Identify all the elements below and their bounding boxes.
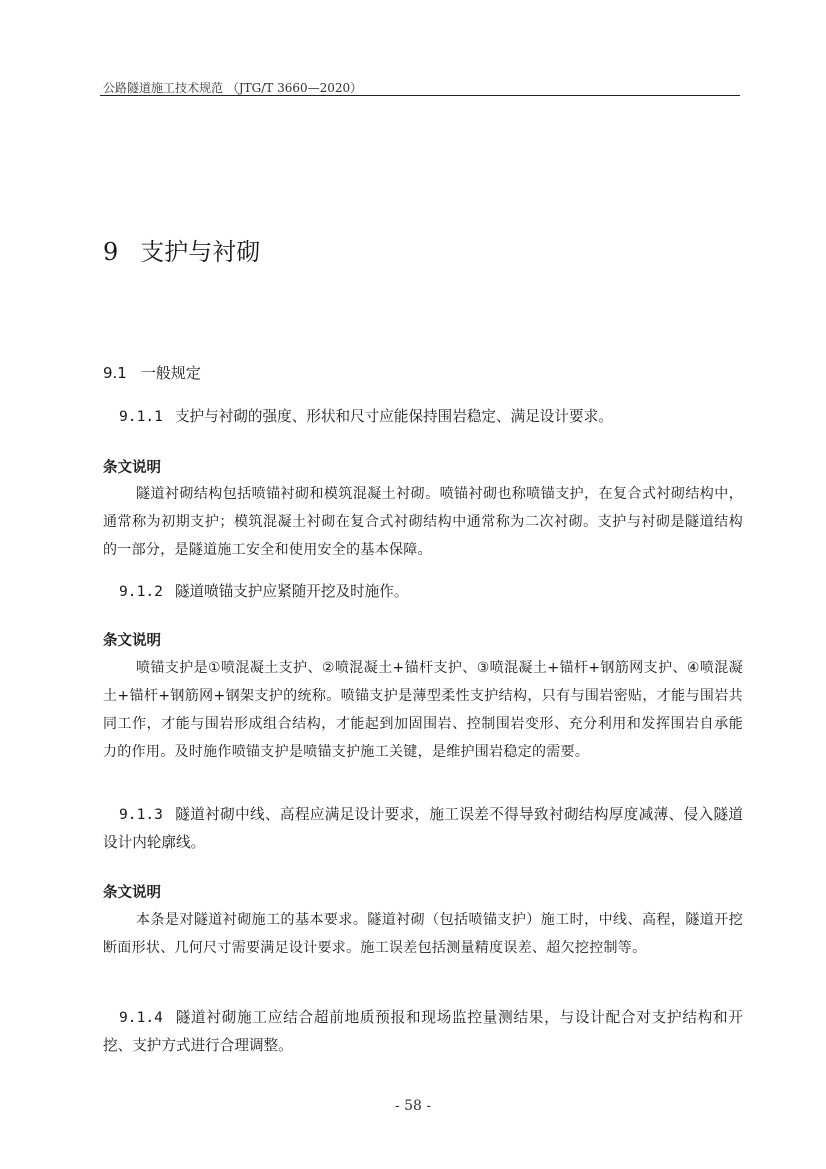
clause-note-text: 隧道衬砌结构包括喷锚衬砌和模筑混凝土衬砌。喷锚衬砌也称喷锚支护，在复合式衬砌结构中，通常称为初期支护；模筑混凝土衬砌在复合式衬砌结构中通常称为二次衬砌。支护与衬砌是隧道结构的一部分，是隧道施工安全和使用安全的基本保障。: [103, 486, 743, 558]
clause-note-title: 条文说明: [103, 885, 161, 901]
clause-note-title: 条文说明: [103, 460, 161, 476]
clause-number: 9.1.2: [119, 583, 163, 600]
chapter-title: [103, 232, 260, 267]
clause-9-1-1: [103, 403, 743, 431]
clause-number: 9.1.4: [119, 1009, 163, 1026]
clause-note-9-1-3: [103, 906, 743, 962]
section-title-text: 一般规定: [140, 364, 201, 382]
clause-note-9-1-2: [103, 654, 743, 766]
clause-text: 隧道衬砌施工应结合超前地质预报和现场监控量测结果，与设计配合对支护结构和开挖、支护方式进行合理调整。: [103, 1009, 743, 1054]
page-number: - 58 -: [394, 1098, 432, 1114]
running-header: 公路隧道施工技术规范 （JTG/T 3660—2020）: [103, 81, 363, 95]
clause-text: 支护与衬砌的强度、形状和尺寸应能保持围岩稳定、满足设计要求。: [174, 408, 613, 425]
section-title: [103, 362, 201, 383]
clause-9-1-4: [103, 1004, 743, 1060]
clause-number: 9.1.3: [119, 806, 163, 823]
chapter-number: 9: [103, 238, 119, 266]
chapter-title-text: 支护与衬砌: [140, 238, 261, 266]
clause-text: 隧道喷锚支护应紧随开挖及时施作。: [174, 583, 409, 600]
clause-number: 9.1.1: [119, 408, 163, 425]
clause-9-1-2: [103, 578, 743, 606]
clause-text: 隧道衬砌中线、高程应满足设计要求，施工误差不得导致衬砌结构厚度减薄、侵入隧道设计内轮廓线。: [103, 806, 743, 851]
section-number: 9.1: [103, 364, 127, 382]
clause-9-1-3: [103, 801, 743, 857]
header-rule: [100, 95, 740, 96]
clause-note-text: 本条是对隧道衬砌施工的基本要求。隧道衬砌（包括喷锚支护）施工时，中线、高程，隧道开挖断面形状、几何尺寸需要满足设计要求。施工误差包括测量精度误差、超欠挖控制等。: [103, 912, 743, 956]
clause-note-text: 喷锚支护是①喷混凝土支护、②喷混凝土+锚杆支护、③喷混凝土+锚杆+钢筋网支护、④喷混凝土+锚杆+钢筋网+钢架支护的统称。喷锚支护是薄型柔性支护结构，只有与围岩密贴，才能与围岩共同工作，才能与围岩形成组合结构，才能起到加固围岩、控制围岩变形、充分利用和发挥围岩自承能力的作用。及时施作喷锚支护是喷锚支护施工关键，是维护围岩稳定的需要。: [103, 660, 743, 760]
clause-note-title: 条文说明: [103, 633, 161, 649]
clause-note-9-1-1: [103, 480, 743, 564]
